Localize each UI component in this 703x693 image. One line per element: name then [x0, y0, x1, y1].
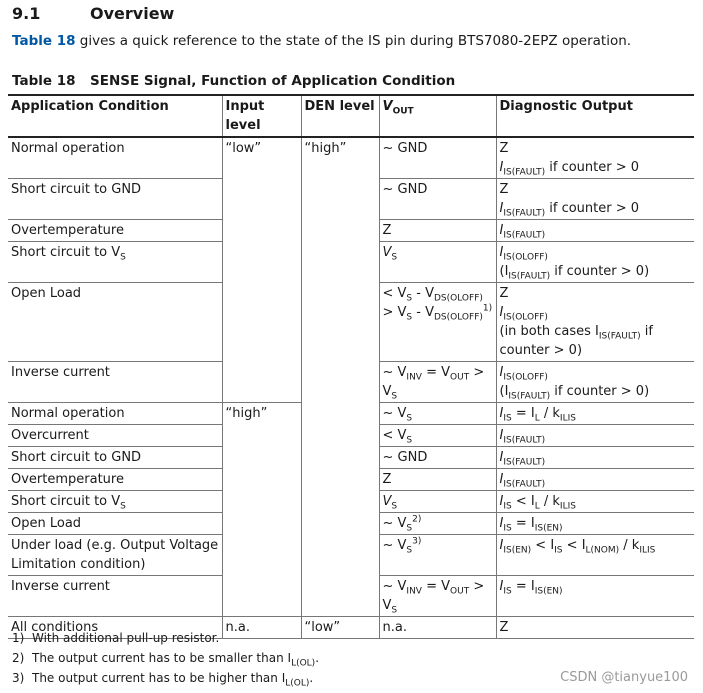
- table-caption-title: SENSE Signal, Function of Application Condition: [90, 73, 456, 89]
- cell-application: Overtemperature: [8, 469, 222, 491]
- cell-diagnostic: Z $I_{IS(FAULT)}$ if counter > 0: [496, 179, 694, 220]
- cell-diagnostic: $I_{IS} = I_L / k_{ILIS}$: [496, 403, 694, 425]
- cell-diagnostic: $I_{IS} = I_{IS(EN)}$: [496, 513, 694, 535]
- cell-vout: ~ $V_{INV} = V_{OUT} > V_S$: [379, 362, 496, 403]
- cell-diagnostic: $I_{IS(FAULT)}$: [496, 447, 694, 469]
- cell-application: Overtemperature: [8, 220, 222, 242]
- cell-input-level-low: “low”: [222, 137, 301, 403]
- sense-signal-table: [8, 94, 694, 639]
- cell-vout: ~ $V_S^{3)}$: [379, 535, 496, 576]
- cell-input-level-na: n.a.: [222, 617, 301, 639]
- header-den-level: DEN level: [301, 95, 379, 137]
- cell-input-level-high: “high”: [222, 403, 301, 617]
- table-caption-label: Table 18: [12, 73, 76, 89]
- cell-application: Open Load: [8, 513, 222, 535]
- header-vout: $V_{OUT}$: [379, 95, 496, 137]
- table-row: [8, 137, 694, 179]
- cell-vout: $V_S$: [379, 491, 496, 513]
- cell-diagnostic: Z $I_{IS(OLOFF)}$ (in both cases $I_{IS(FAULT)}$ if counter > 0): [496, 283, 694, 362]
- cell-application: Normal operation: [8, 137, 222, 179]
- cell-diagnostic: $I_{IS(EN)} < I_{IS} < I_{L(NOM)} / k_{ILIS}$: [496, 535, 694, 576]
- footnote: 3) The output current has to be higher than $I_{L(OL)}$.: [12, 671, 314, 689]
- cell-application: Inverse current: [8, 576, 222, 617]
- cell-diagnostic: $I_{IS(OLOFF)}$ ($I_{IS(FAULT)}$ if counter > 0): [496, 242, 694, 283]
- cell-vout: ~ $V_S^{2)}$: [379, 513, 496, 535]
- header-diagnostic-output: Diagnostic Output: [496, 95, 694, 137]
- cell-diagnostic: $I_{IS(OLOFF)}$ ($I_{IS(FAULT)}$ if counter > 0): [496, 362, 694, 403]
- intro-text: gives a quick reference to the state of the IS pin during BTS7080-2EPZ operation.: [75, 33, 632, 49]
- cell-application: Normal operation: [8, 403, 222, 425]
- cell-application: Open Load: [8, 283, 222, 362]
- cell-den-level-low: “low”: [301, 617, 379, 639]
- cell-vout: ~ GND: [379, 447, 496, 469]
- footnote: 2) The output current has to be smaller than $I_{L(OL)}$.: [12, 651, 320, 669]
- cell-application: Under load (e.g. Output Voltage Limitation condition): [8, 535, 222, 576]
- section-heading: [12, 4, 174, 23]
- table-header-row: [8, 95, 694, 137]
- footnote: 1) With additional pull-up resistor.: [12, 631, 220, 645]
- cell-diagnostic: $I_{IS} < I_L / k_{ILIS}$: [496, 491, 694, 513]
- intro-paragraph: [12, 33, 631, 49]
- cell-diagnostic: Z $I_{IS(FAULT)}$ if counter > 0: [496, 137, 694, 179]
- cell-vout: Z: [379, 469, 496, 491]
- header-application-condition: Application Condition: [8, 95, 222, 137]
- cell-vout: ~ GND: [379, 137, 496, 179]
- cell-diagnostic: $I_{IS(FAULT)}$: [496, 220, 694, 242]
- cell-diagnostic: $I_{IS} = I_{IS(EN)}$: [496, 576, 694, 617]
- cell-application: Short circuit to $V_S$: [8, 491, 222, 513]
- section-title: Overview: [90, 4, 175, 23]
- cell-vout: ~ GND: [379, 179, 496, 220]
- cell-application: All conditions: [8, 617, 222, 639]
- cell-vout: ~ $V_{INV} = V_{OUT} > V_S$: [379, 576, 496, 617]
- cell-vout: < $V_S$: [379, 425, 496, 447]
- cell-diagnostic: $I_{IS(FAULT)}$: [496, 469, 694, 491]
- section-number: 9.1: [12, 4, 41, 23]
- cell-vout: < $V_S - V_{DS(OLOFF)}$ > $V_S - V_{DS(OLOFF)}^{1)}$: [379, 283, 496, 362]
- header-input-level: Input level: [222, 95, 301, 137]
- cell-vout: n.a.: [379, 617, 496, 639]
- cell-application: Overcurrent: [8, 425, 222, 447]
- cell-application: Short circuit to GND: [8, 447, 222, 469]
- cell-application: Short circuit to GND: [8, 179, 222, 220]
- cell-den-level-high: “high”: [301, 137, 379, 617]
- cell-vout: Z: [379, 220, 496, 242]
- cell-diagnostic: Z: [496, 617, 694, 639]
- cell-application: Inverse current: [8, 362, 222, 403]
- cell-vout: ~ $V_S$: [379, 403, 496, 425]
- table-caption: [12, 73, 455, 89]
- cell-diagnostic: $I_{IS(FAULT)}$: [496, 425, 694, 447]
- table-reference-link[interactable]: Table 18: [12, 33, 76, 49]
- cell-vout: $V_S$: [379, 242, 496, 283]
- cell-application: Short circuit to $V_S$: [8, 242, 222, 283]
- watermark: CSDN @tianyue100: [560, 670, 688, 685]
